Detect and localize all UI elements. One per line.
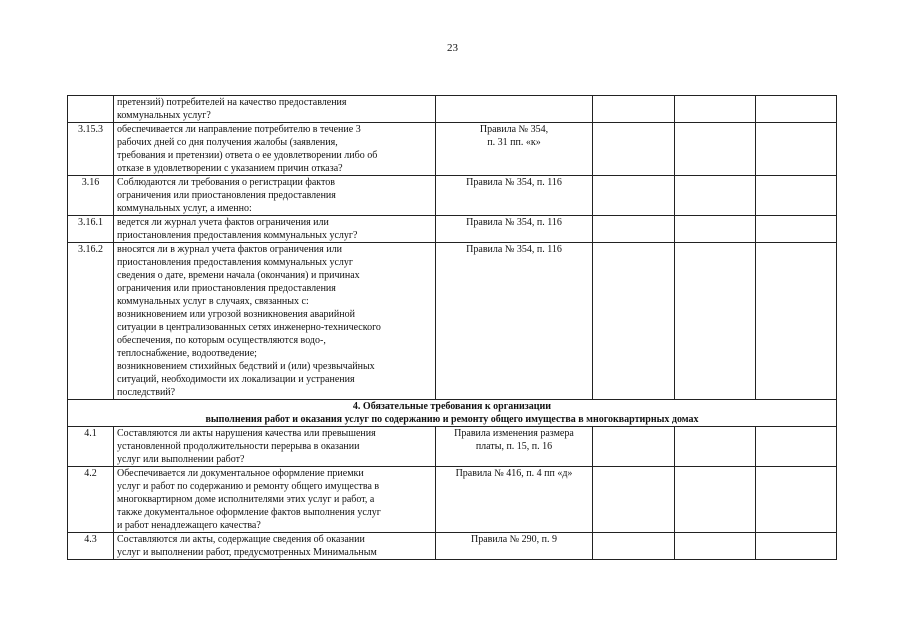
answer-na-cell[interactable]	[756, 467, 837, 533]
answer-no-cell[interactable]	[675, 96, 756, 123]
requirement-text	[114, 243, 436, 400]
legal-reference	[436, 176, 593, 216]
section-4-header	[68, 400, 837, 427]
answer-yes-cell[interactable]	[593, 427, 675, 467]
answer-no-cell[interactable]	[675, 123, 756, 176]
reference-line: Правила № 290, п. 9	[470, 534, 558, 545]
legal-reference	[436, 123, 593, 176]
requirement-text	[114, 96, 436, 123]
legal-reference	[436, 216, 593, 243]
requirement-line: коммунальных услуг в случаях, связанных с:	[117, 296, 309, 307]
answer-yes-cell[interactable]	[593, 467, 675, 533]
requirement-line: требования и претензии) ответа о ее удовлетворении либо об	[117, 150, 378, 161]
answer-na-cell[interactable]	[756, 243, 837, 400]
requirement-line: обеспечения, по которым осуществляются водо-,	[117, 335, 326, 346]
answer-na-cell[interactable]	[756, 123, 837, 176]
requirement-line: ограничения или приостановления предоставления	[117, 190, 336, 201]
requirement-line: коммунальных услуг, а именно:	[117, 203, 252, 214]
answer-no-cell[interactable]	[675, 533, 756, 560]
requirement-line: теплоснабжение, водоотведение;	[117, 348, 257, 359]
legal-reference	[436, 243, 593, 400]
requirement-line: обеспечивается ли направление потребителю в течение 3	[117, 124, 361, 135]
table-row	[68, 216, 837, 243]
reference-line: Правила № 354, п. 116	[466, 217, 562, 228]
requirement-text	[114, 533, 436, 560]
answer-na-cell[interactable]	[756, 533, 837, 560]
reference-line: Правила № 354, п. 116	[466, 177, 562, 188]
answer-no-cell[interactable]	[675, 467, 756, 533]
requirement-line: ситуации в централизованных сетях инженерно-технического	[117, 322, 381, 333]
table-row	[68, 123, 837, 176]
answer-no-cell[interactable]	[675, 243, 756, 400]
answer-na-cell[interactable]	[756, 427, 837, 467]
requirement-line: сведения о дате, времени начала (окончания) и причинах	[117, 270, 360, 281]
reference-line: Правила изменения размера	[454, 428, 574, 439]
section-4-title-line2: выполнения работ и оказания услуг по содержанию и ремонту общего имущества в многоквартирных домах	[205, 414, 699, 425]
requirements-table	[67, 95, 837, 560]
legal-reference	[436, 96, 593, 123]
reference-line: платы, п. 15, п. 16	[475, 441, 553, 452]
answer-no-cell[interactable]	[675, 176, 756, 216]
requirement-text	[114, 427, 436, 467]
requirement-line: приостановления предоставления коммунальных услуг	[117, 257, 354, 268]
requirement-line: и работ ненадлежащего качества?	[117, 520, 261, 531]
requirement-line: услуг и работ по содержанию и ремонту общего имущества в	[117, 481, 380, 492]
requirement-line: претензий) потребителей на качество предоставления	[117, 97, 347, 108]
item-number: 4.1	[68, 427, 114, 467]
table-row	[68, 467, 837, 533]
requirement-line: Составляются ли акты нарушения качества или превышения	[117, 428, 376, 439]
answer-na-cell[interactable]	[756, 216, 837, 243]
answer-yes-cell[interactable]	[593, 533, 675, 560]
requirement-line: Обеспечивается ли документальное оформление приемки	[117, 468, 364, 479]
reference-line: Правила № 354,	[479, 124, 549, 135]
requirement-line: возникновением стихийных бедствий и (или) чрезвычайных	[117, 361, 375, 372]
requirement-text	[114, 123, 436, 176]
item-number	[68, 96, 114, 123]
requirement-line: рабочих дней со дня получения жалобы (заявления,	[117, 137, 338, 148]
table-row	[68, 176, 837, 216]
section-4-header-body	[68, 400, 837, 427]
requirement-line: также документальное оформление фактов выполнения услуг	[117, 507, 381, 518]
item-number: 3.16	[68, 176, 114, 216]
answer-yes-cell[interactable]	[593, 123, 675, 176]
answer-na-cell[interactable]	[756, 176, 837, 216]
page-number: 23	[447, 42, 458, 54]
requirement-line: Соблюдаются ли требования о регистрации фактов	[117, 177, 335, 188]
requirement-line: вносятся ли в журнал учета фактов ограничения или	[117, 244, 342, 255]
requirement-line: ситуаций, необходимости их локализации и устранения	[117, 374, 355, 385]
table-row	[68, 533, 837, 560]
table-body-section-4	[68, 427, 837, 560]
table-row	[68, 243, 837, 400]
item-number: 3.16.2	[68, 243, 114, 400]
section-4-title-line1: 4. Обязательные требования к организации	[352, 401, 552, 412]
requirement-line: коммунальных услуг?	[117, 110, 211, 121]
requirement-line: ведется ли журнал учета фактов ограничения или	[117, 217, 329, 228]
reference-line: Правила № 416, п. 4 пп «д»	[455, 468, 573, 479]
requirement-line: отказе в удовлетворении с указанием причин отказа?	[117, 163, 343, 174]
legal-reference	[436, 427, 593, 467]
item-number: 3.15.3	[68, 123, 114, 176]
answer-yes-cell[interactable]	[593, 216, 675, 243]
item-number: 4.3	[68, 533, 114, 560]
answer-yes-cell[interactable]	[593, 243, 675, 400]
requirement-line: установленной продолжительности перерыва в оказании	[117, 441, 360, 452]
requirement-line: многоквартирном доме исполнителями этих услуг и работ, а	[117, 494, 375, 505]
requirement-line: Составляются ли акты, содержащие сведения об оказании	[117, 534, 365, 545]
requirement-line: ограничения или приостановления предоставления	[117, 283, 336, 294]
reference-line: Правила № 354, п. 116	[466, 244, 562, 255]
table-row	[68, 427, 837, 467]
requirement-line: услуг и выполнении работ, предусмотренных Минимальным	[117, 547, 377, 558]
answer-no-cell[interactable]	[675, 216, 756, 243]
requirement-line: последствий?	[117, 387, 176, 398]
answer-na-cell[interactable]	[756, 96, 837, 123]
answer-yes-cell[interactable]	[593, 176, 675, 216]
item-number: 3.16.1	[68, 216, 114, 243]
requirement-text	[114, 176, 436, 216]
reference-line: п. 31 пп. «к»	[487, 137, 541, 148]
requirement-line: услуг или выполнении работ?	[117, 454, 245, 465]
legal-reference	[436, 533, 593, 560]
section-4-header-row	[68, 400, 837, 427]
requirement-line: возникновением или угрозой возникновения аварийной	[117, 309, 355, 320]
answer-yes-cell[interactable]	[593, 96, 675, 123]
requirement-text	[114, 467, 436, 533]
table-row	[68, 96, 837, 123]
table-body-section-3	[68, 96, 837, 400]
item-number: 4.2	[68, 467, 114, 533]
legal-reference	[436, 467, 593, 533]
requirement-text	[114, 216, 436, 243]
answer-no-cell[interactable]	[675, 427, 756, 467]
requirement-line: приостановления предоставления коммунальных услуг?	[117, 230, 358, 241]
